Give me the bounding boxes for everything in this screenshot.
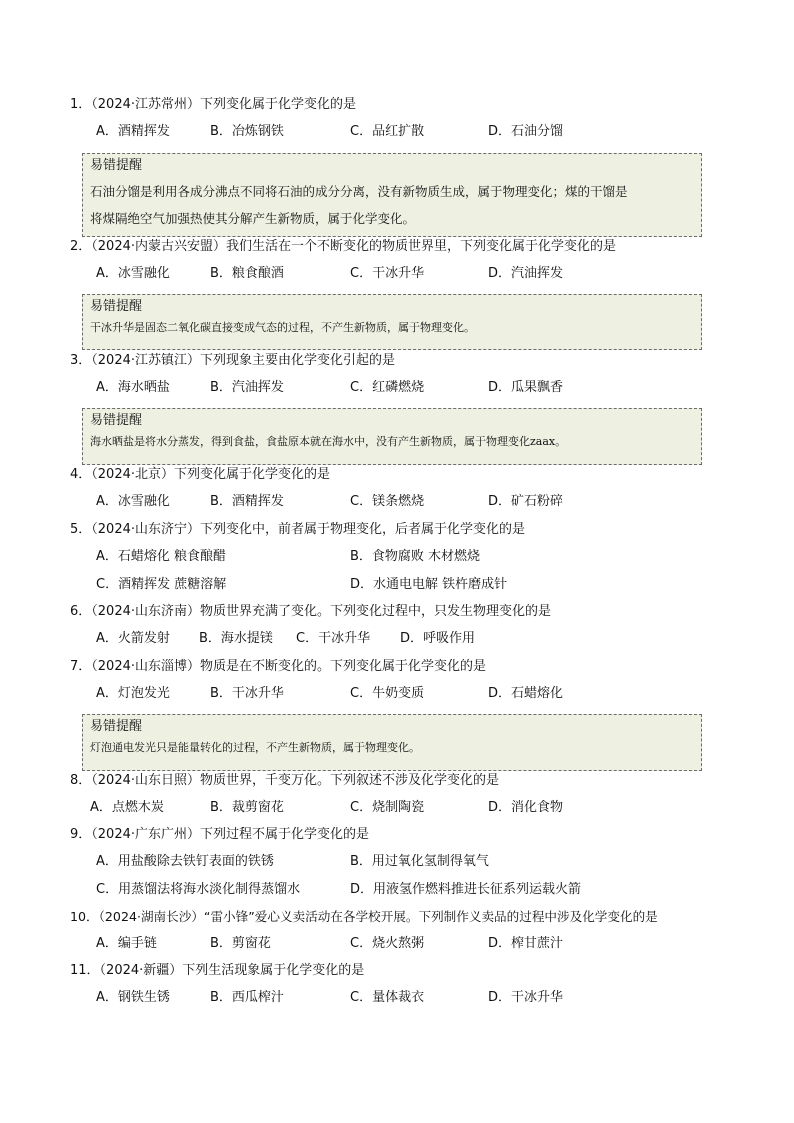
question-stem: 8．（2024·山东日照）物质世界，千变万化。下列叙述不涉及化学变化的是	[70, 773, 499, 788]
option-a: A．钢铁生锈	[96, 990, 170, 1005]
option-b: B．汽油挥发	[210, 380, 284, 395]
option-d: D．瓜果飘香	[488, 380, 564, 395]
option-a: A．火箭发射	[96, 631, 170, 646]
option-c: C．镁条燃烧	[350, 494, 425, 509]
option-a: A．用盐酸除去铁钉表面的铁锈	[96, 854, 274, 869]
tip-title: 易错提醒	[90, 299, 143, 314]
option-c: C．干冰升华	[296, 631, 371, 646]
option-b: B．粮食酿酒	[210, 266, 284, 281]
option-d: D．水通电电解 铁杵磨成针	[350, 577, 508, 592]
option-a: A．冰雪融化	[96, 494, 170, 509]
option-a: A．石蜡熔化 粮食酿醋	[96, 549, 227, 564]
option-a: A．海水晒盐	[96, 380, 170, 395]
option-d: D．汽油挥发	[488, 266, 564, 281]
option-b: B．冶炼钢铁	[210, 124, 284, 139]
tip-body	[90, 433, 694, 451]
error-tip-box	[82, 408, 702, 465]
option-d: D．榨甘蔗汁	[488, 936, 564, 951]
option-c: C．红磷燃烧	[350, 380, 425, 395]
option-c: C．用蒸馏法将海水淡化制得蒸馏水	[96, 882, 301, 897]
option-c: C．牛奶变质	[350, 686, 425, 701]
option-d: D．用液氢作燃料推进长征系列运载火箭	[350, 882, 582, 897]
question-stem: 6．（2024·山东济南）物质世界充满了变化。下列变化过程中，只发生物理变化的是	[70, 604, 551, 619]
option-a: A．酒精挥发	[96, 124, 170, 139]
option-a: A．冰雪融化	[96, 266, 170, 281]
question-stem: 1．（2024·江苏常州）下列变化属于化学变化的是	[70, 97, 356, 112]
option-c: C．量体裁衣	[350, 990, 425, 1005]
option-b: B．食物腐败 木材燃烧	[350, 549, 481, 564]
option-d: D．消化食物	[488, 800, 564, 815]
tip-body	[90, 319, 694, 337]
option-c: C．干冰升华	[350, 266, 425, 281]
tip-line: 石油分馏是利用各成分沸点不同将石油的成分分离，没有新物质生成，属于物理变化；煤的干馏是	[90, 184, 628, 199]
option-c: C．烧制陶瓷	[350, 800, 425, 815]
option-c: C．品红扩散	[350, 124, 425, 139]
option-b: B．海水提镁	[199, 631, 273, 646]
option-b: B．干冰升华	[210, 686, 284, 701]
option-d: D．矿石粉碎	[488, 494, 564, 509]
tip-title: 易错提醒	[90, 413, 143, 428]
tip-title: 易错提醒	[90, 719, 143, 734]
question-stem: 3．（2024·江苏镇江）下列现象主要由化学变化引起的是	[70, 353, 395, 368]
option-d: D．石蜡熔化	[488, 686, 564, 701]
option-c: C．烧火熬粥	[350, 936, 425, 951]
option-a: A．编手链	[96, 936, 157, 951]
option-b: B．用过氧化氢制得氧气	[350, 854, 489, 869]
tip-title: 易错提醒	[90, 158, 143, 173]
option-c: C．酒精挥发 蔗糖溶解	[96, 577, 227, 592]
question-stem: 11．（2024·新疆）下列生活现象属于化学变化的是	[70, 963, 365, 978]
option-a: A．点燃木炭	[90, 800, 164, 815]
tip-line: 将煤隔绝空气加强热使其分解产生新物质，属于化学变化。	[90, 211, 416, 226]
tip-line: 海水晒盐是将水分蒸发，得到食盐，食盐原本就在海水中，没有产生新物质，属于物理变化zaax。	[90, 435, 567, 448]
question-stem: 7．（2024·山东淄博）物质是在不断变化的。下列变化属于化学变化的是	[70, 659, 486, 674]
option-b: B．剪窗花	[210, 936, 271, 951]
option-b: B．裁剪窗花	[210, 800, 284, 815]
question-stem: 4．（2024·北京）下列变化属于化学变化的是	[70, 467, 330, 482]
option-d: D．石油分馏	[488, 124, 564, 139]
tip-body	[90, 739, 694, 757]
tip-body	[90, 178, 694, 232]
question-stem: 9．（2024·广东广州）下列过程不属于化学变化的是	[70, 827, 369, 842]
question-stem: 2．（2024·内蒙古兴安盟）我们生活在一个不断变化的物质世界里，下列变化属于化学变化的是	[70, 239, 616, 254]
question-stem: 10．（2024·湖南长沙）“雷小锋”爱心义卖活动在各学校开展。下列制作义卖品的过程中涉及化学变化的是	[70, 909, 658, 924]
question-stem: 5．（2024·山东济宁）下列变化中，前者属于物理变化，后者属于化学变化的是	[70, 522, 525, 537]
error-tip-box	[82, 294, 702, 350]
option-d: D．呼吸作用	[400, 631, 476, 646]
tip-line: 灯泡通电发光只是能量转化的过程，不产生新物质，属于物理变化。	[90, 741, 420, 754]
option-b: B．西瓜榨汁	[210, 990, 284, 1005]
option-b: B．酒精挥发	[210, 494, 284, 509]
error-tip-box	[82, 714, 702, 771]
option-d: D．干冰升华	[488, 990, 564, 1005]
option-a: A．灯泡发光	[96, 686, 170, 701]
error-tip-box	[82, 153, 702, 237]
tip-line: 干冰升华是固态二氧化碳直接变成气态的过程，不产生新物质，属于物理变化。	[90, 321, 475, 334]
